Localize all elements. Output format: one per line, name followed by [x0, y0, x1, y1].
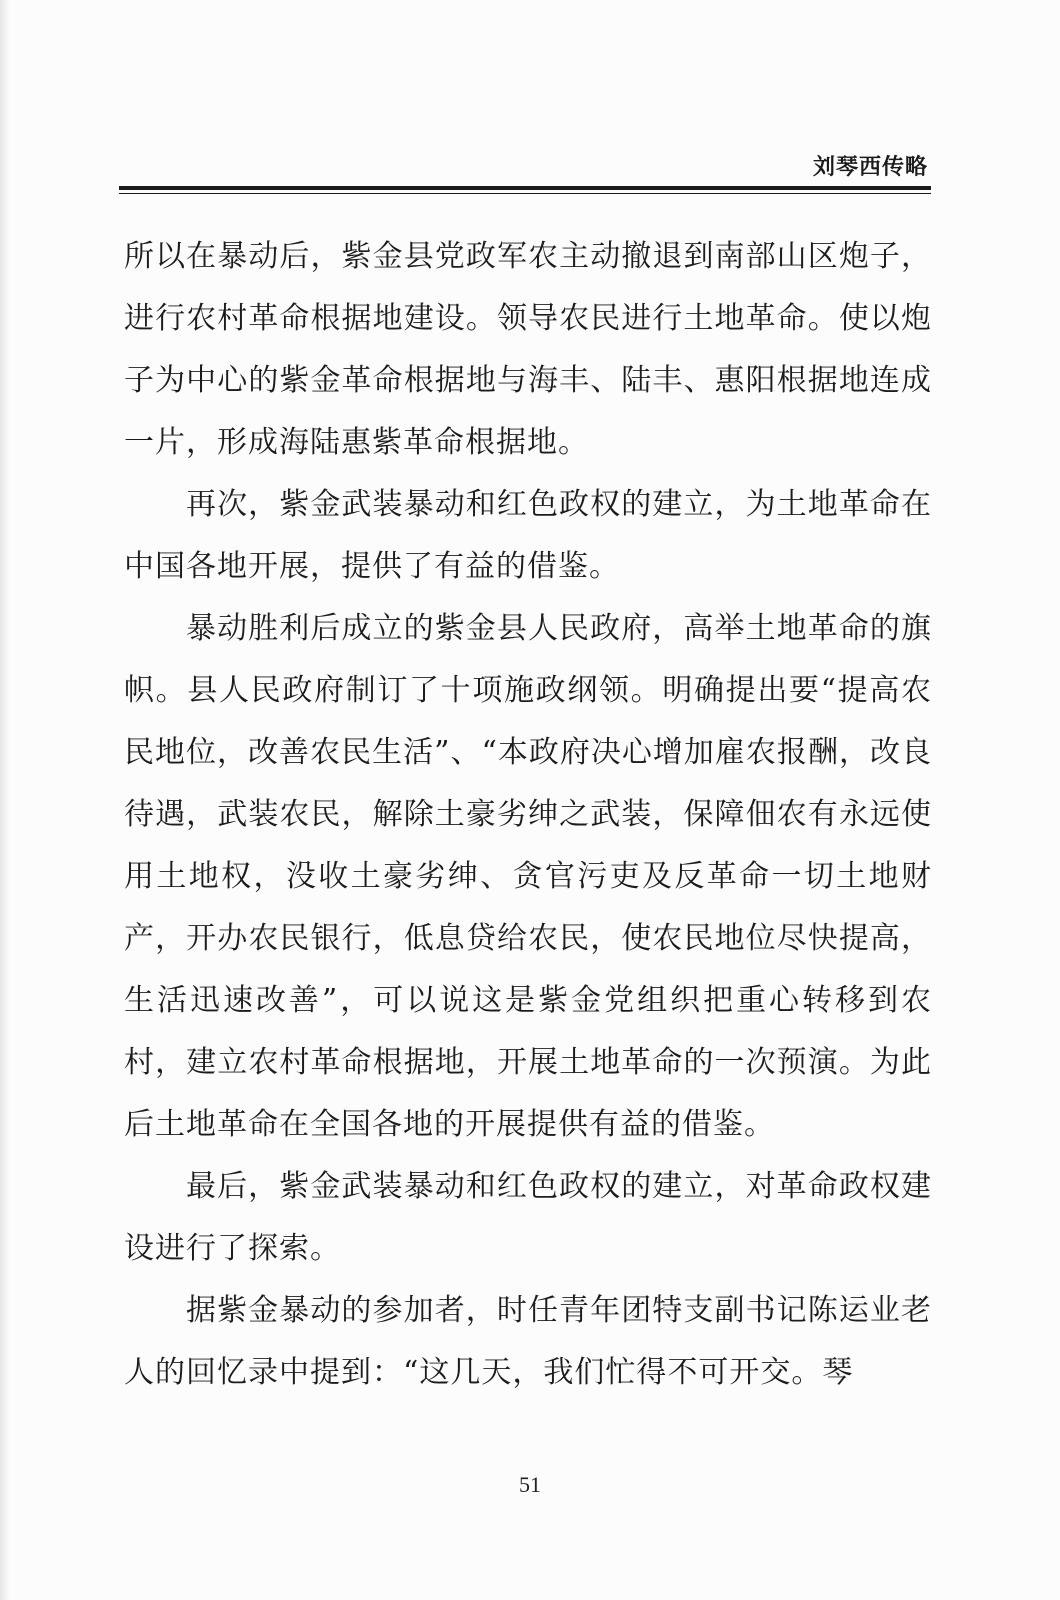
body-text	[124, 226, 932, 1404]
paragraph-5: 据紫金暴动的参加者，时任青年团特支副书记陈运业老人的回忆录中提到：“这几天，我们忙得不可开交。琴	[124, 1293, 932, 1390]
page-number: 51	[519, 1472, 541, 1497]
paragraph-1: 所以在暴动后，紫金县党政军农主动撤退到南部山区炮子，进行农村革命根据地建设。领导农民进行土地革命。使以炮子为中心的紫金革命根据地与海丰、陆丰、惠阳根据地连成一片，形成海陆惠紫革命根据地。	[124, 239, 932, 460]
paragraph-3: 暴动胜利后成立的紫金县人民政府，高举土地革命的旗帜。县人民政府制订了十项施政纲领。明确提出要“提高农民地位，改善农民生活”、“本政府决心增加雇农报酬，改良待遇，武装农民，解除土豪劣绅之武装，保障佃农有永远使用土地权，没收土豪劣绅、贪官污吏及反革命一切土地财产，开办农民银行，低息贷给农民，使农民地位尽快提高，生活迅速改善”，可以说这是紫金党组织把重心转移到农村，建立农村革命根据地，开展土地革命的一次预演。为此后土地革命在全国各地的开展提供有益的借鉴。	[124, 611, 932, 1142]
running-header-title: 刘琴西传略	[812, 155, 928, 180]
paragraph-2: 再次，紫金武装暴动和红色政权的建立，为土地革命在中国各地开展，提供了有益的借鉴。	[124, 487, 932, 584]
header-rule	[119, 186, 931, 190]
header-rule-thin	[119, 193, 931, 194]
paragraph-4: 最后，紫金武装暴动和红色政权的建立，对革命政权建设进行了探索。	[124, 1169, 932, 1266]
page-edge-shadow	[0, 0, 10, 1600]
